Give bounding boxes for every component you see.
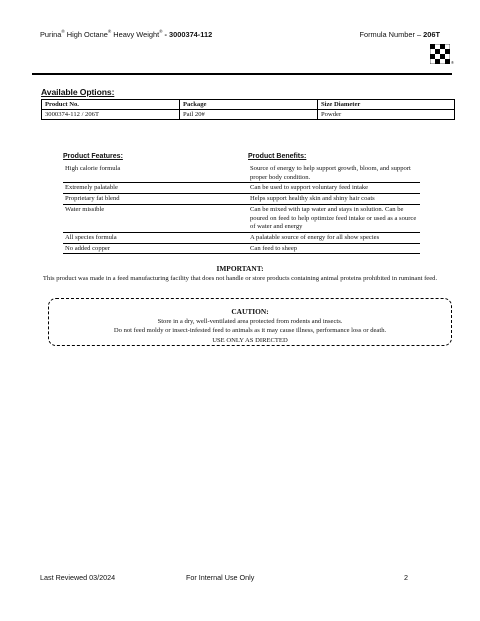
cell-package: Pail 20# [180, 110, 318, 120]
options-header-row [42, 100, 455, 110]
table-row [63, 183, 420, 194]
caution-title: CAUTION: [231, 307, 269, 316]
caution-line-2: Do not feed moldy or insect-infested feed to animals as it may cause illness, performance loss or death. [113, 327, 387, 334]
feature-cell: Water missible [65, 205, 105, 213]
important-title: IMPORTANT: [216, 264, 264, 273]
benefit-cell: Helps support healthy skin and shiny hair coats [250, 195, 375, 203]
col-package: Package [180, 100, 318, 110]
reg-mark: ® [159, 29, 163, 34]
brand-name: Purina [40, 30, 62, 39]
checkerboard-icon [430, 44, 454, 65]
benefits-heading: Product Benefits: [248, 153, 307, 160]
product-title [40, 30, 212, 39]
options-table [41, 99, 455, 120]
product-name-a: High Octane [66, 30, 108, 39]
important-text: This product was made in a feed manufacturing facility that does not handle or store products containing animal proteins prohibited in ruminant feed. [42, 274, 438, 282]
options-title: Available Options: [41, 87, 115, 97]
benefit-cell: Can be used to support voluntary feed intake [250, 184, 369, 192]
page-header [40, 30, 440, 44]
feature-cell: All species formula [65, 233, 117, 241]
table-row [63, 233, 420, 244]
table-row [63, 164, 420, 183]
last-reviewed: Last Reviewed 03/2024 [40, 573, 116, 582]
feature-cell: High calorie formula [65, 165, 121, 172]
benefit-cell: Source of energy to help support growth, bloom, and support proper body condition. [250, 165, 411, 181]
caution-line-3: USE ONLY AS DIRECTED [212, 336, 288, 344]
table-row [63, 205, 420, 233]
features-header [63, 153, 420, 164]
page-number: 2 [404, 573, 408, 582]
logo-reg-mark: ® [451, 60, 454, 65]
header-divider [32, 73, 452, 75]
caution-box [48, 298, 452, 346]
product-code: - 3000374-112 [162, 30, 213, 39]
feature-cell: Proprietary fat blend [65, 195, 120, 203]
col-size-diameter: Size Diameter [318, 100, 455, 110]
internal-use-label: For Internal Use Only [186, 573, 255, 582]
caution-line-1: Store in a dry, well-ventilated area protected from rodents and insects. [157, 317, 343, 325]
cell-product-no: 3000374-112 / 206T [42, 110, 180, 120]
important-notice [40, 264, 440, 283]
table-row [42, 110, 455, 120]
table-row [63, 194, 420, 205]
reg-mark: ® [107, 29, 112, 34]
table-row [63, 244, 420, 255]
formula-code: 206T [423, 30, 440, 39]
formula-number [359, 30, 440, 39]
features-heading: Product Features: [63, 153, 123, 160]
feature-cell: No added copper [65, 244, 111, 252]
benefit-cell: Can be mixed with tap water and stays in solution. Can be poured on feed to help optimize feed intake or used as a source of water and energy [250, 205, 417, 231]
product-name-b: Heavy Weight [113, 30, 160, 39]
feature-cell: Extremely palatable [65, 184, 118, 192]
benefit-cell: Can feed to sheep [250, 244, 298, 252]
formula-label: Formula Number – [359, 30, 424, 39]
cell-size-diameter: Powder [318, 110, 455, 120]
reg-mark: ® [61, 29, 65, 34]
benefit-cell: A palatable source of energy for all show species [250, 233, 380, 241]
features-table [63, 153, 420, 254]
col-product-no: Product No. [42, 100, 180, 110]
